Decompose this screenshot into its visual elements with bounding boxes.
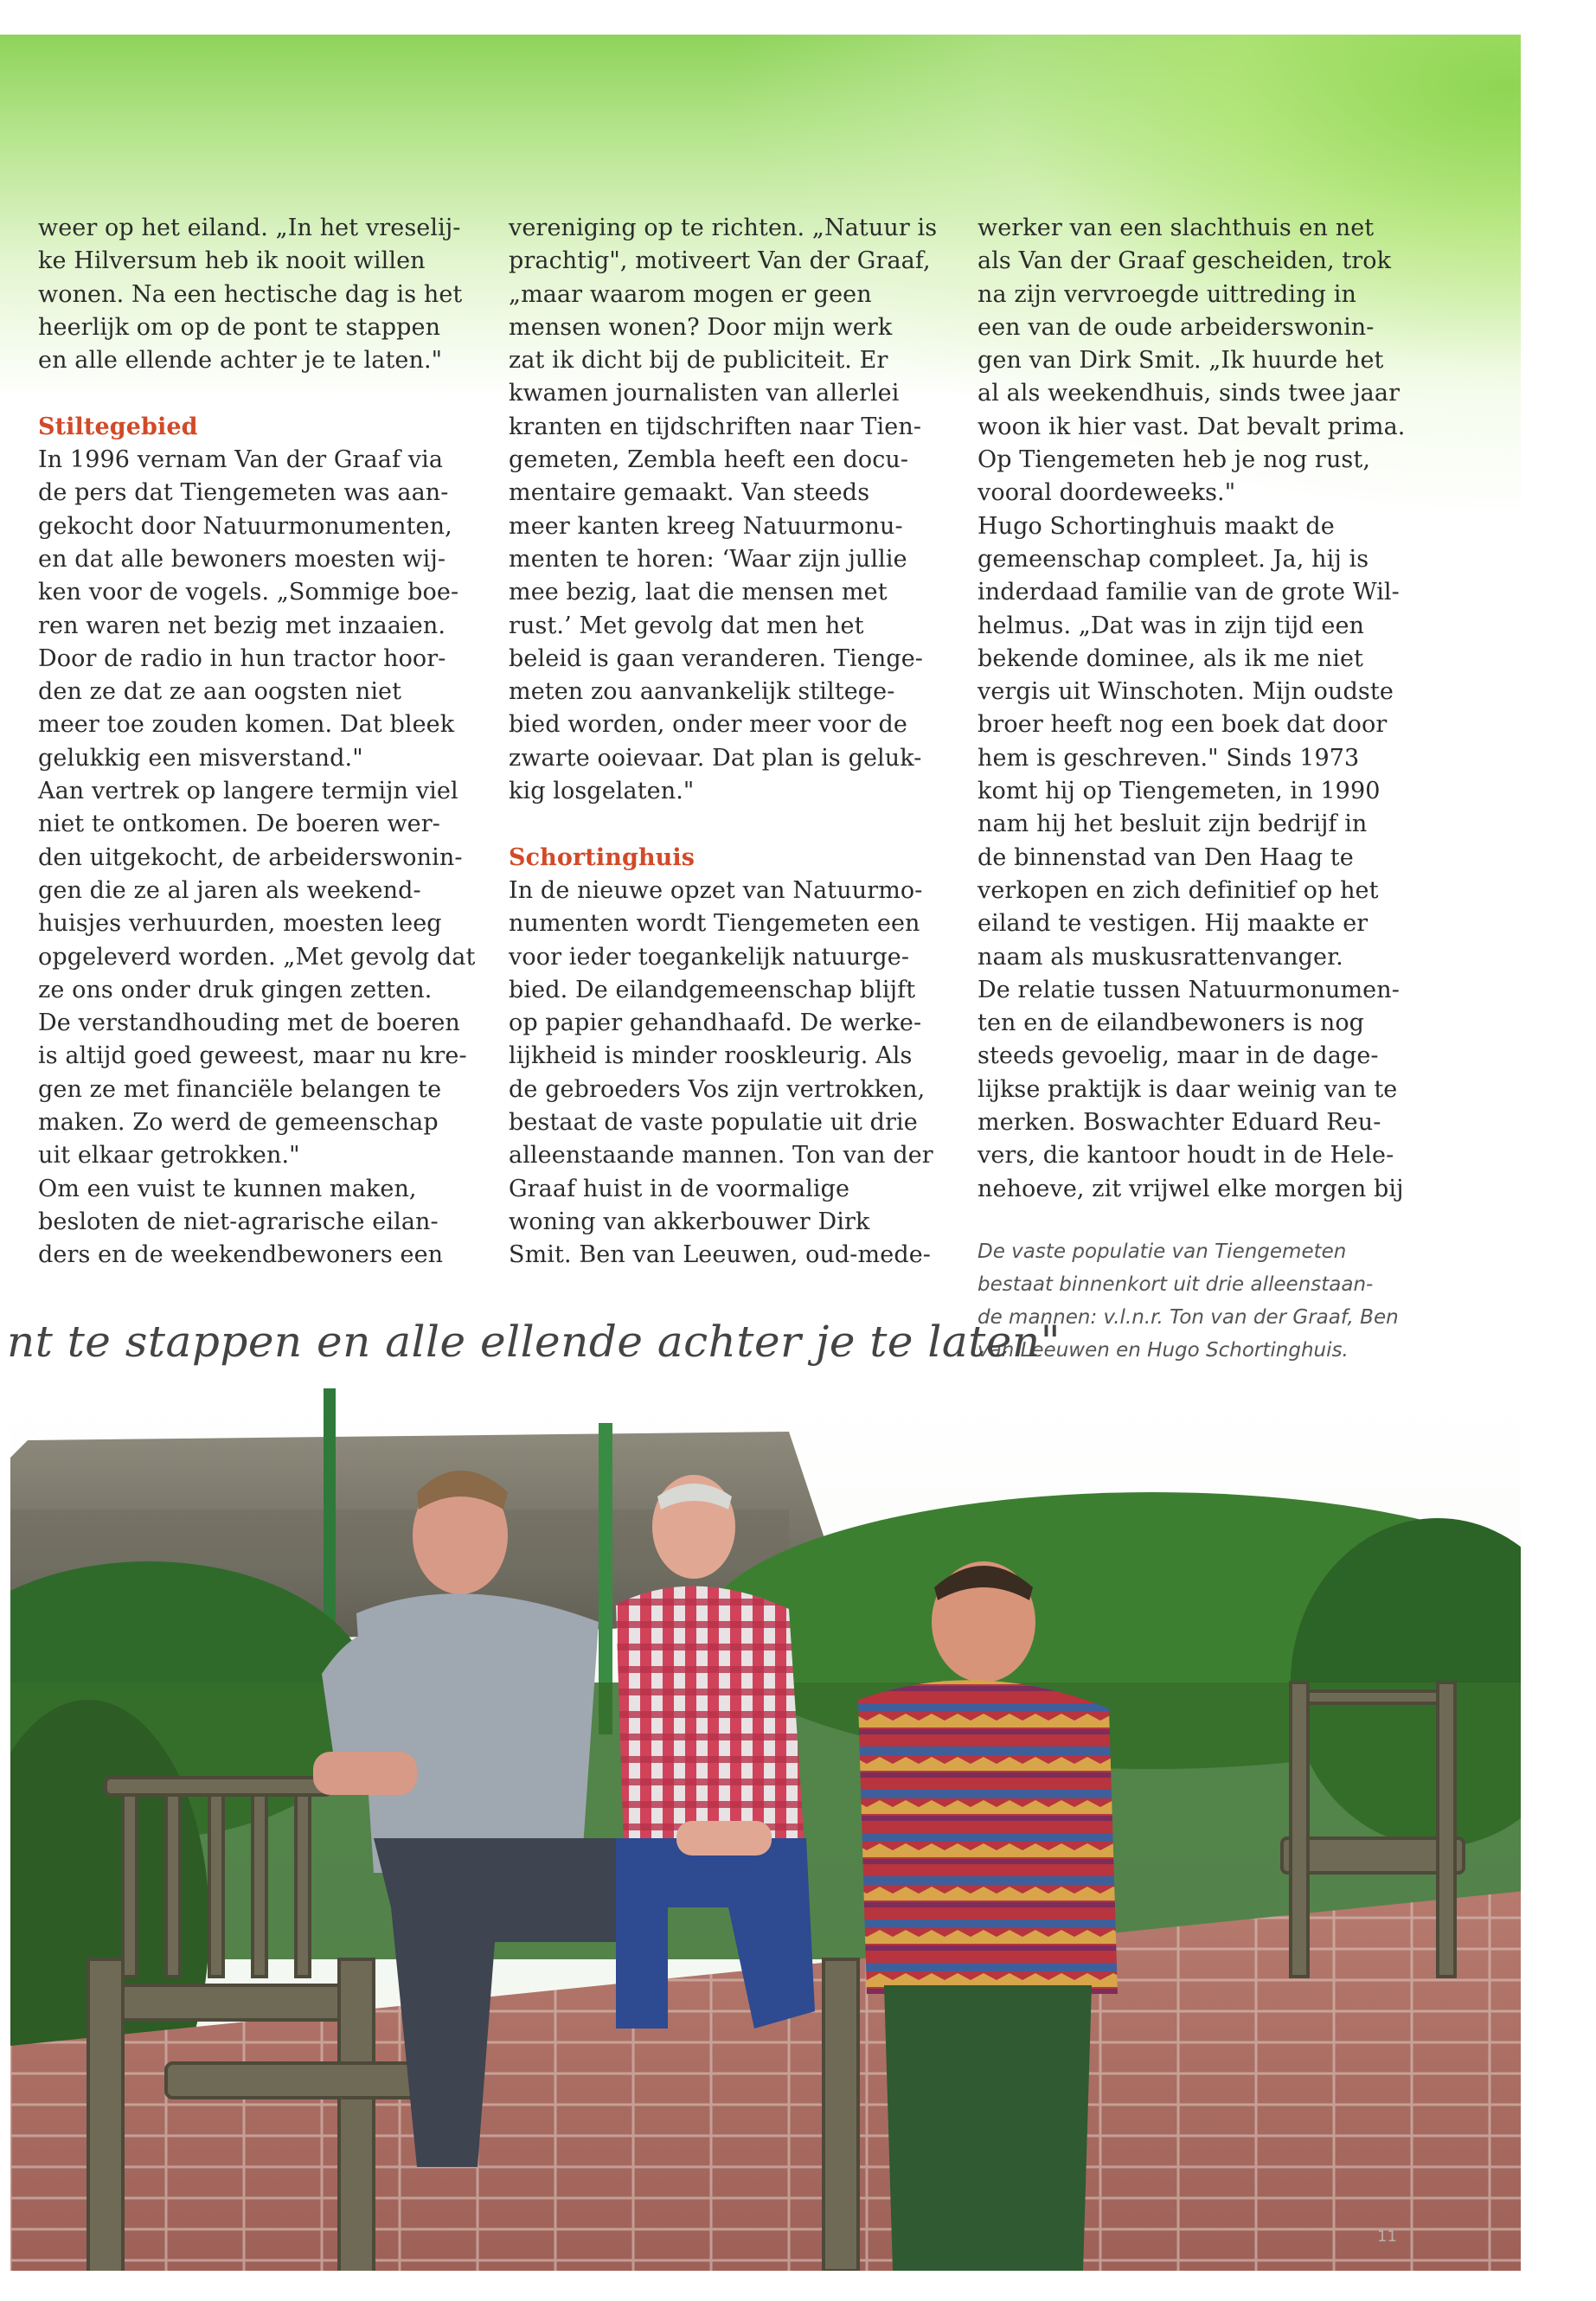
- text-line: opgeleverd worden. „Met gevolg dat: [38, 943, 476, 971]
- text-line: gelukkig een misverstand.": [38, 744, 363, 772]
- text-line: eiland te vestigen. Hij maakte er: [977, 910, 1368, 938]
- text-line: vooral doordeweeks.": [977, 479, 1236, 507]
- page-number: 11: [1377, 2227, 1397, 2246]
- text-line: Door de radio in hun tractor hoor-: [38, 644, 446, 672]
- text-line: de pers dat Tiengemeten was aan-: [38, 479, 449, 507]
- text-line: gekocht door Natuurmonumenten,: [38, 512, 452, 540]
- photo-illustration: [10, 1388, 1521, 2271]
- pull-quote: nt te stappen en alle ellende achter je te laten": [7, 1317, 1061, 1367]
- caption-line: van Leeuwen en Hugo Schortinghuis.: [977, 1339, 1349, 1362]
- text-line: ze ons onder druk gingen zetten.: [38, 976, 433, 1003]
- text-line: meer kanten kreeg Natuurmonu-: [509, 512, 903, 540]
- text-line: woon ik hier vast. Dat bevalt prima.: [977, 413, 1406, 440]
- text-line: op papier gehandhaafd. De werke-: [509, 1009, 922, 1037]
- text-line: ke Hilversum heb ik nooit willen: [38, 247, 426, 275]
- text-line: ren waren net bezig met inzaaien.: [38, 612, 446, 639]
- text-line: prachtig", motiveert Van der Graaf,: [509, 247, 931, 275]
- text-line: helmus. „Dat was in zijn tijd een: [977, 612, 1365, 639]
- magazine-page: [0, 35, 1521, 2271]
- text-line: naam als muskusrattenvanger.: [977, 943, 1343, 971]
- text-line: lijkheid is minder rooskleurig. Als: [509, 1042, 913, 1070]
- text-line: Smit. Ben van Leeuwen, oud-mede-: [509, 1241, 931, 1269]
- article-column-1: [38, 212, 475, 1272]
- text-line: komt hij op Tiengemeten, in 1990: [977, 778, 1381, 805]
- text-line: als Van der Graaf gescheiden, trok: [977, 247, 1392, 275]
- text-line: gen die ze al jaren als weekend-: [38, 876, 421, 904]
- text-line: heerlijk om op de pont te stappen: [38, 313, 441, 341]
- text-line: den ze dat ze aan oogsten niet: [38, 678, 402, 706]
- text-line: nehoeve, zit vrijwel elke morgen bij: [977, 1175, 1404, 1202]
- text-line: rust.’ Met gevolg dat men het: [509, 612, 864, 639]
- text-line: verkopen en zich definitief op het: [977, 876, 1379, 904]
- text-line: nam hij het besluit zijn bedrijf in: [977, 811, 1368, 838]
- text-line: besloten de niet-agrarische eilan-: [38, 1208, 439, 1235]
- text-line: kig losgelaten.": [509, 778, 695, 805]
- text-line: huisjes verhuurden, moesten leeg: [38, 910, 442, 938]
- article-column-2: [509, 212, 937, 1272]
- text-line: alleenstaande mannen. Ton van der: [509, 1142, 933, 1170]
- text-line: vereniging op te richten. „Natuur is: [509, 215, 938, 241]
- text-line: een van de oude arbeiderswonin-: [977, 313, 1375, 341]
- text-line: beleid is gaan veranderen. Tienge-: [509, 644, 924, 672]
- section-heading-schortinghuis: Schortinghuis: [509, 843, 695, 871]
- text-line: en dat alle bewoners moesten wij-: [38, 545, 446, 573]
- text-line: uit elkaar getrokken.": [38, 1142, 300, 1170]
- text-line: werker van een slachthuis en net: [977, 215, 1375, 241]
- text-line: Aan vertrek op langere termijn viel: [38, 778, 458, 805]
- text-line: vergis uit Winschoten. Mijn oudste: [977, 678, 1394, 706]
- text-line: hem is geschreven." Sinds 1973: [977, 744, 1360, 772]
- text-line: zat ik dicht bij de publiciteit. Er: [509, 347, 888, 375]
- text-line: bied worden, onder meer voor de: [509, 711, 907, 739]
- caption-line: de mannen: v.l.n.r. Ton van der Graaf, Ben: [977, 1306, 1399, 1329]
- caption-line: De vaste populatie van Tiengemeten: [977, 1240, 1347, 1263]
- text-line: kwamen journalisten van allerlei: [509, 380, 900, 407]
- text-line: de gebroeders Vos zijn vertrokken,: [509, 1075, 926, 1103]
- text-line: Hugo Schortinghuis maakt de: [977, 512, 1335, 540]
- text-line: numenten wordt Tiengemeten een: [509, 910, 920, 938]
- text-line: weer op het eiland. „In het vreselij-: [38, 215, 461, 241]
- text-line: lijkse praktijk is daar weinig van te: [977, 1075, 1398, 1103]
- text-line: mensen wonen? Door mijn werk: [509, 313, 893, 341]
- text-line: broer heeft nog een boek dat door: [977, 711, 1388, 739]
- text-line: zwarte ooievaar. Dat plan is geluk-: [509, 744, 922, 772]
- text-line: en alle ellende achter je te laten.": [38, 347, 443, 375]
- text-line: woning van akkerbouwer Dirk: [509, 1208, 870, 1235]
- text-line: Op Tiengemeten heb je nog rust,: [977, 446, 1371, 474]
- text-line: is altijd goed geweest, maar nu kre-: [38, 1042, 467, 1070]
- text-line: vers, die kantoor houdt in de Hele-: [977, 1142, 1394, 1170]
- text-line: ten en de eilandbewoners is nog: [977, 1009, 1365, 1037]
- text-line: bekende dominee, als ik me niet: [977, 644, 1363, 672]
- text-line: In 1996 vernam Van der Graaf via: [38, 446, 444, 474]
- text-line: menten te horen: ‘Waar zijn jullie: [509, 545, 907, 573]
- text-line: kranten en tijdschriften naar Tien-: [509, 413, 922, 440]
- text-line: Om een vuist te kunnen maken,: [38, 1175, 417, 1202]
- text-line: „maar waarom mogen er geen: [509, 280, 872, 308]
- text-line: niet te ontkomen. De boeren wer-: [38, 811, 440, 838]
- section-heading-stiltegebied: Stiltegebied: [38, 413, 198, 440]
- text-line: bestaat de vaste populatie uit drie: [509, 1109, 918, 1137]
- text-line: De verstandhouding met de boeren: [38, 1009, 460, 1037]
- text-line: ders en de weekendbewoners een: [38, 1241, 444, 1269]
- text-line: gen ze met financiële belangen te: [38, 1075, 442, 1103]
- text-line: ken voor de vogels. „Sommige boe-: [38, 579, 459, 606]
- text-line: gen van Dirk Smit. „Ik huurde het: [977, 347, 1384, 375]
- text-line: gemeten, Zembla heeft een docu-: [509, 446, 909, 474]
- text-line: al als weekendhuis, sinds twee jaar: [977, 380, 1401, 407]
- text-line: maken. Zo werd de gemeenschap: [38, 1109, 439, 1137]
- text-line: merken. Boswachter Eduard Reu-: [977, 1109, 1381, 1137]
- text-line: meten zou aanvankelijk stiltege-: [509, 678, 895, 706]
- text-line: voor ieder toegankelijk natuurge-: [509, 943, 910, 971]
- text-line: In de nieuwe opzet van Natuurmo-: [509, 876, 923, 904]
- text-line: meer toe zouden komen. Dat bleek: [38, 711, 455, 739]
- text-line: Graaf huist in de voormalige: [509, 1175, 850, 1202]
- group-photo: [10, 1388, 1521, 2271]
- text-line: wonen. Na een hectische dag is het: [38, 280, 463, 308]
- article-column-3: [977, 212, 1405, 1206]
- caption-line: bestaat binnenkort uit drie alleenstaan-: [977, 1273, 1374, 1296]
- text-line: de binnenstad van Den Haag te: [977, 843, 1354, 871]
- text-line: mentaire gemaakt. Van steeds: [509, 479, 870, 507]
- text-line: den uitgekocht, de arbeiderswonin-: [38, 843, 463, 871]
- text-line: De relatie tussen Natuurmonumen-: [977, 976, 1400, 1003]
- text-line: na zijn vervroegde uittreding in: [977, 280, 1356, 308]
- text-line: gemeenschap compleet. Ja, hij is: [977, 545, 1369, 573]
- text-line: mee bezig, laat die mensen met: [509, 579, 888, 606]
- text-line: steeds gevoelig, maar in de dage-: [977, 1042, 1379, 1070]
- text-line: inderdaad familie van de grote Wil-: [977, 579, 1400, 606]
- text-line: bied. De eilandgemeenschap blijft: [509, 976, 916, 1003]
